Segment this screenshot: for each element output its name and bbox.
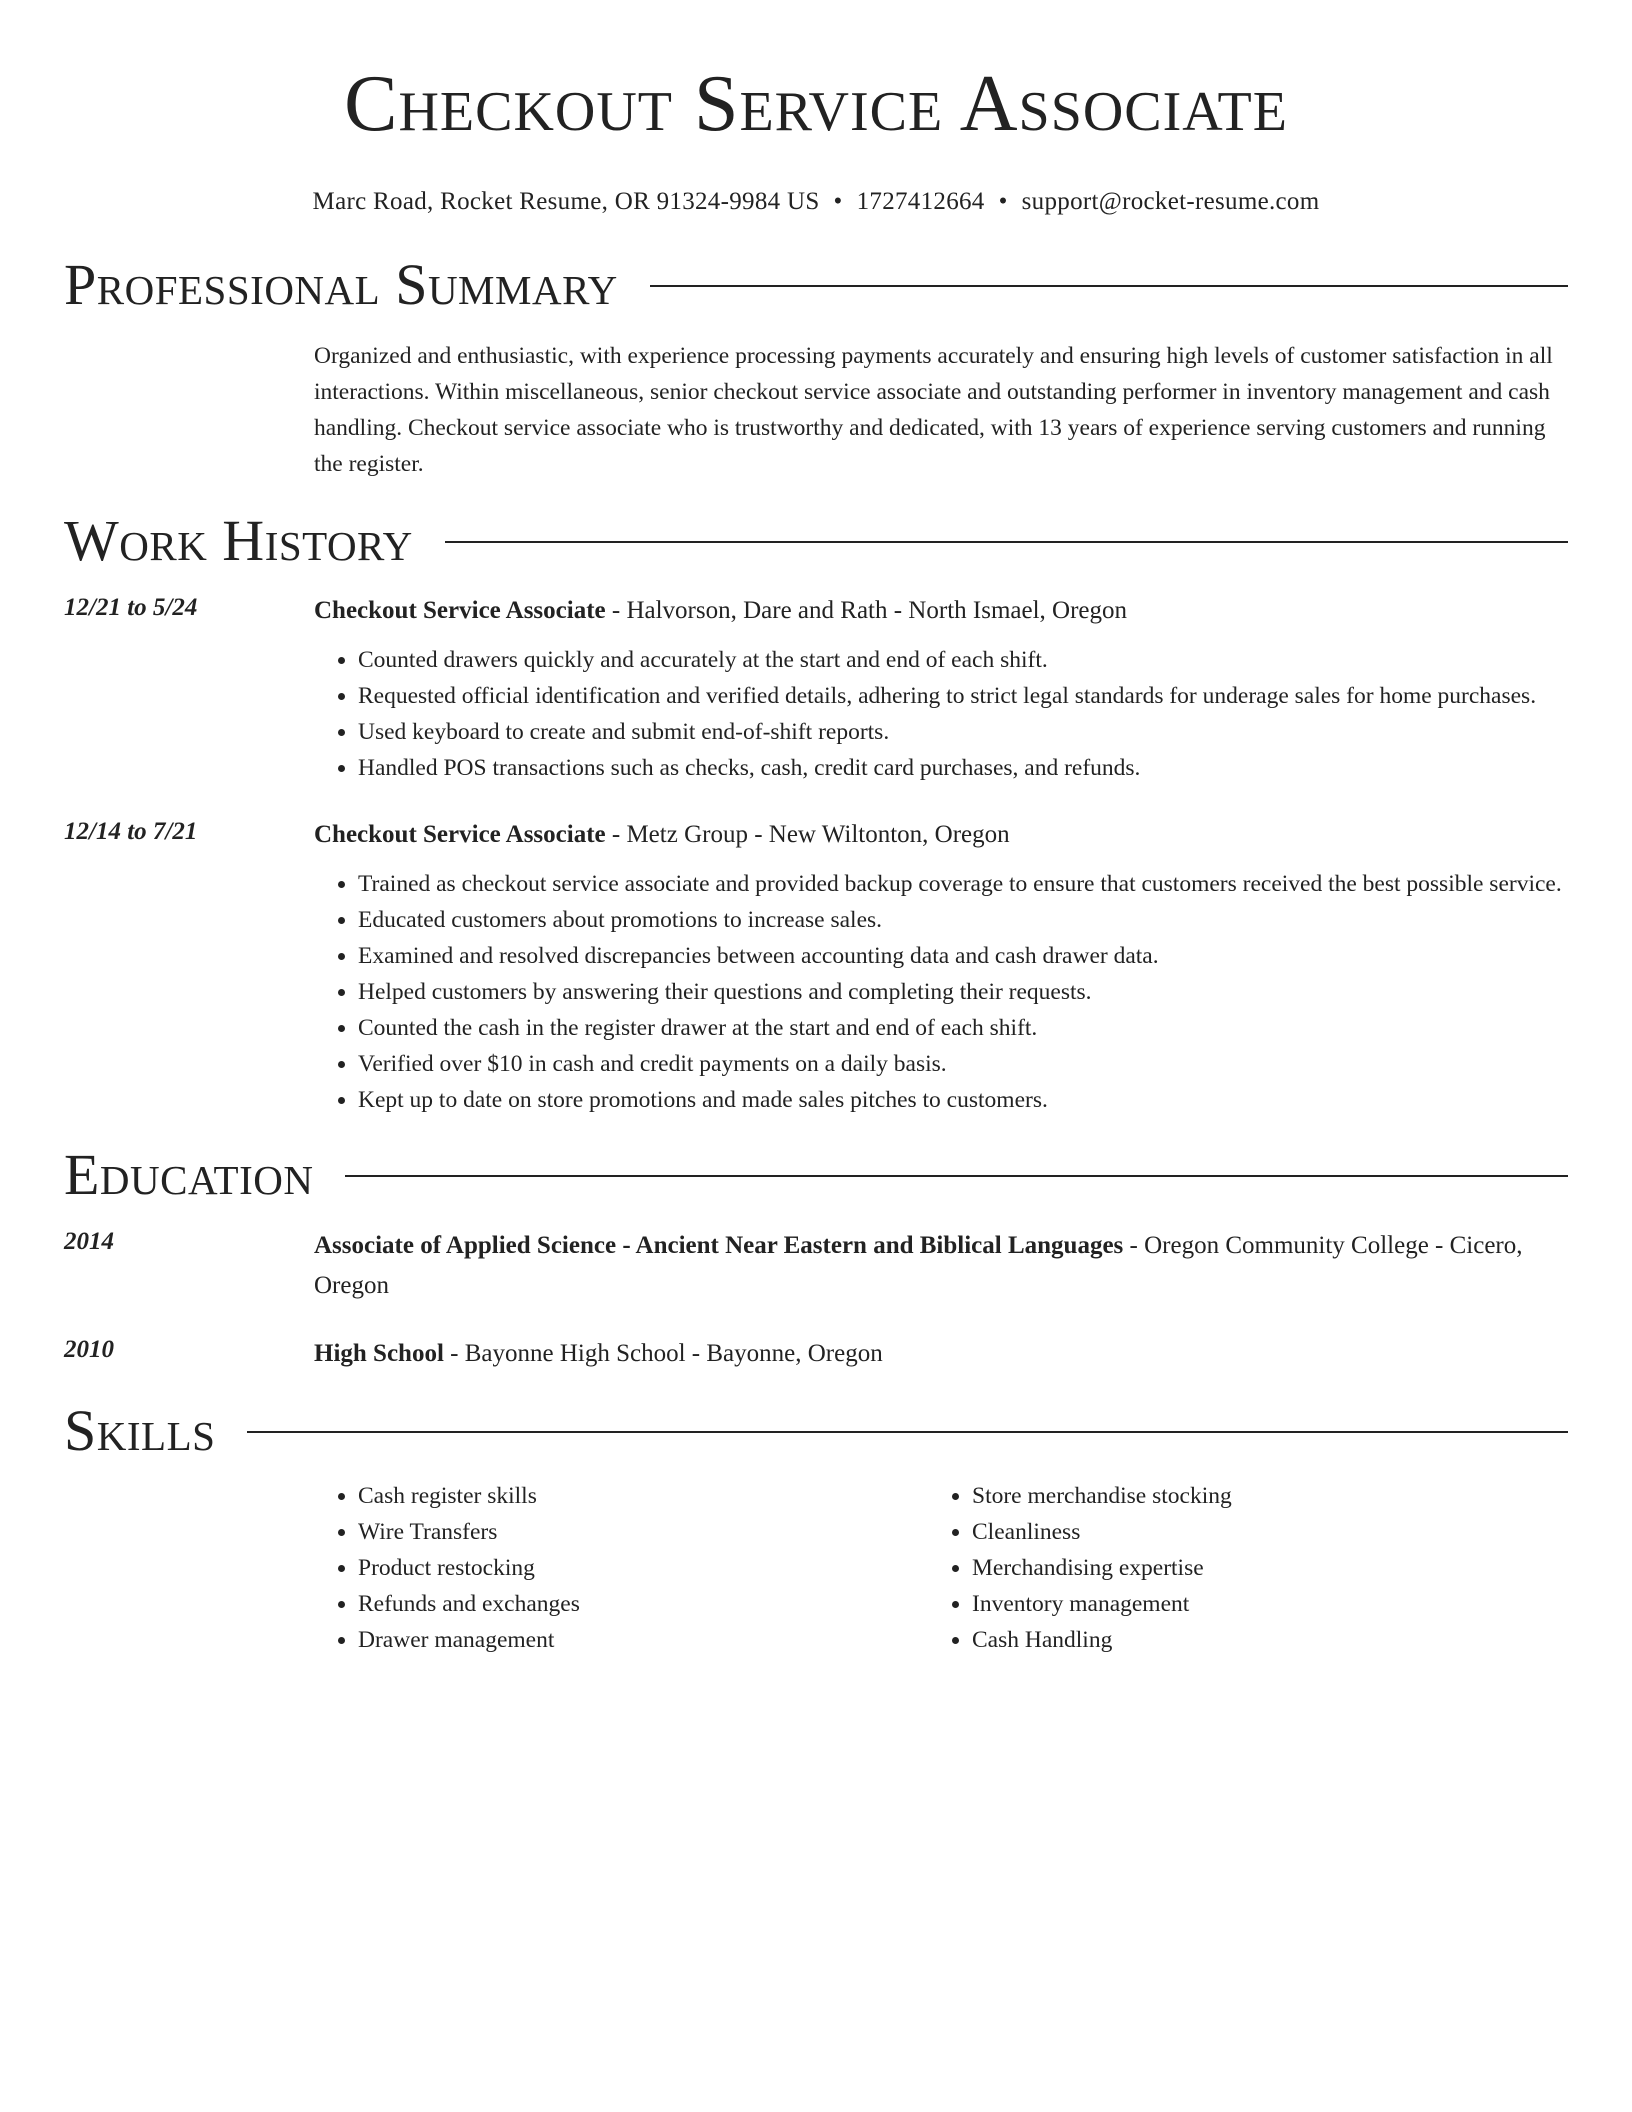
- education-year: 2014: [64, 1228, 114, 1255]
- contact-phone: 1727412664: [856, 188, 985, 215]
- summary-section-header: [64, 252, 1568, 317]
- job-content: [314, 592, 1568, 786]
- contact-address: Marc Road, Rocket Resume, OR 91324-9984 US: [312, 188, 820, 215]
- job-title: Checkout Service Associate: [314, 597, 606, 624]
- skills-list-left: [314, 1478, 928, 1658]
- section-divider: [445, 541, 1568, 543]
- skill-item: • Drawer management: [358, 1622, 928, 1658]
- education-year: 2010: [64, 1336, 114, 1363]
- job-dates: 12/14 to 7/21: [64, 818, 198, 845]
- contact-separator: •: [998, 188, 1008, 215]
- list-item: • Used keyboard to create and submit end-of-shift reports.: [358, 714, 1568, 750]
- list-item: • Examined and resolved discrepancies between accounting data and cash drawer data.: [358, 938, 1568, 974]
- skill-item: • Wire Transfers: [358, 1514, 928, 1550]
- education-degree: High School: [314, 1340, 444, 1367]
- summary-heading: Professional Summary: [64, 252, 618, 317]
- work-heading: Work History: [64, 508, 413, 573]
- job-title-line: [314, 816, 1568, 854]
- list-item: • Trained as checkout service associate and provided backup coverage to ensure that customers received the best possible service.: [358, 866, 1568, 902]
- job-details: - Metz Group - New Wiltonton, Oregon: [605, 821, 1010, 848]
- skills-list-right: [928, 1478, 1542, 1658]
- section-divider: [650, 285, 1568, 287]
- skill-item: • Product restocking: [358, 1550, 928, 1586]
- list-item: • Counted drawers quickly and accurately at the start and end of each shift.: [358, 642, 1568, 678]
- list-item: • Verified over $10 in cash and credit payments on a daily basis.: [358, 1046, 1568, 1082]
- education-section-header: [64, 1142, 1568, 1207]
- skill-item: • Cash register skills: [358, 1478, 928, 1514]
- skill-item: • Store merchandise stocking: [972, 1478, 1542, 1514]
- skill-item: • Merchandising expertise: [972, 1550, 1542, 1586]
- education-degree: Associate of Applied Science - Ancient Near Eastern and Biblical Languages: [314, 1232, 1124, 1259]
- skill-item: • Cleanliness: [972, 1514, 1542, 1550]
- job-bullets: [314, 866, 1568, 1118]
- list-item: • Educated customers about promotions to increase sales.: [358, 902, 1568, 938]
- job-content: [314, 816, 1568, 1118]
- skills-heading: Skills: [64, 1398, 216, 1463]
- job-entry: [64, 816, 1568, 1118]
- list-item: • Handled POS transactions such as checks, cash, credit card purchases, and refunds.: [358, 750, 1568, 786]
- education-content: [314, 1226, 1568, 1306]
- education-details: - Oregon Community College - Cicero, Oregon: [314, 1232, 1523, 1299]
- job-bullets: [314, 642, 1568, 786]
- skill-item: • Refunds and exchanges: [358, 1586, 928, 1622]
- job-row: [64, 816, 1568, 1118]
- skills-section-header: [64, 1398, 1568, 1463]
- job-details: - Halvorson, Dare and Rath - North Ismael, Oregon: [605, 597, 1127, 624]
- skill-item: • Cash Handling: [972, 1622, 1542, 1658]
- job-dates: 12/21 to 5/24: [64, 594, 198, 621]
- job-title-line: [314, 592, 1568, 630]
- skills-columns: [314, 1478, 1568, 1658]
- education-entry: [64, 1226, 1568, 1306]
- section-divider: [247, 1431, 1568, 1433]
- work-section-header: [64, 508, 1568, 573]
- contact-line: [64, 188, 1568, 216]
- education-details: - Bayonne High School - Bayonne, Oregon: [443, 1340, 883, 1367]
- list-item: • Counted the cash in the register drawer at the start and end of each shift.: [358, 1010, 1568, 1046]
- contact-email: support@rocket-resume.com: [1021, 188, 1320, 215]
- skill-item: • Inventory management: [972, 1586, 1542, 1622]
- list-item: • Requested official identification and verified details, adhering to strict legal standards for underage sales for home purchases.: [358, 678, 1568, 714]
- job-row: [64, 592, 1568, 786]
- list-item: • Kept up to date on store promotions and made sales pitches to customers.: [358, 1082, 1568, 1118]
- job-entry: [64, 592, 1568, 786]
- job-title: Checkout Service Associate: [314, 821, 606, 848]
- list-item: • Helped customers by answering their questions and completing their requests.: [358, 974, 1568, 1010]
- resume-name: Checkout Service Associate: [344, 60, 1288, 148]
- education-heading: Education: [64, 1142, 314, 1207]
- contact-separator: •: [833, 188, 843, 215]
- education-entry: [64, 1334, 1568, 1374]
- education-content: [314, 1334, 1568, 1374]
- section-divider: [345, 1175, 1568, 1177]
- summary-text: Organized and enthusiastic, with experience processing payments accurately and ensuring high levels of customer satisfaction in all interactions. Within miscellaneous, senior checkout service associate and outstanding performer in inventory management and cash handling. Checkout service associate who is trustworthy and dedicated, with 13 years of experience serving customers and running the register.: [314, 343, 1553, 477]
